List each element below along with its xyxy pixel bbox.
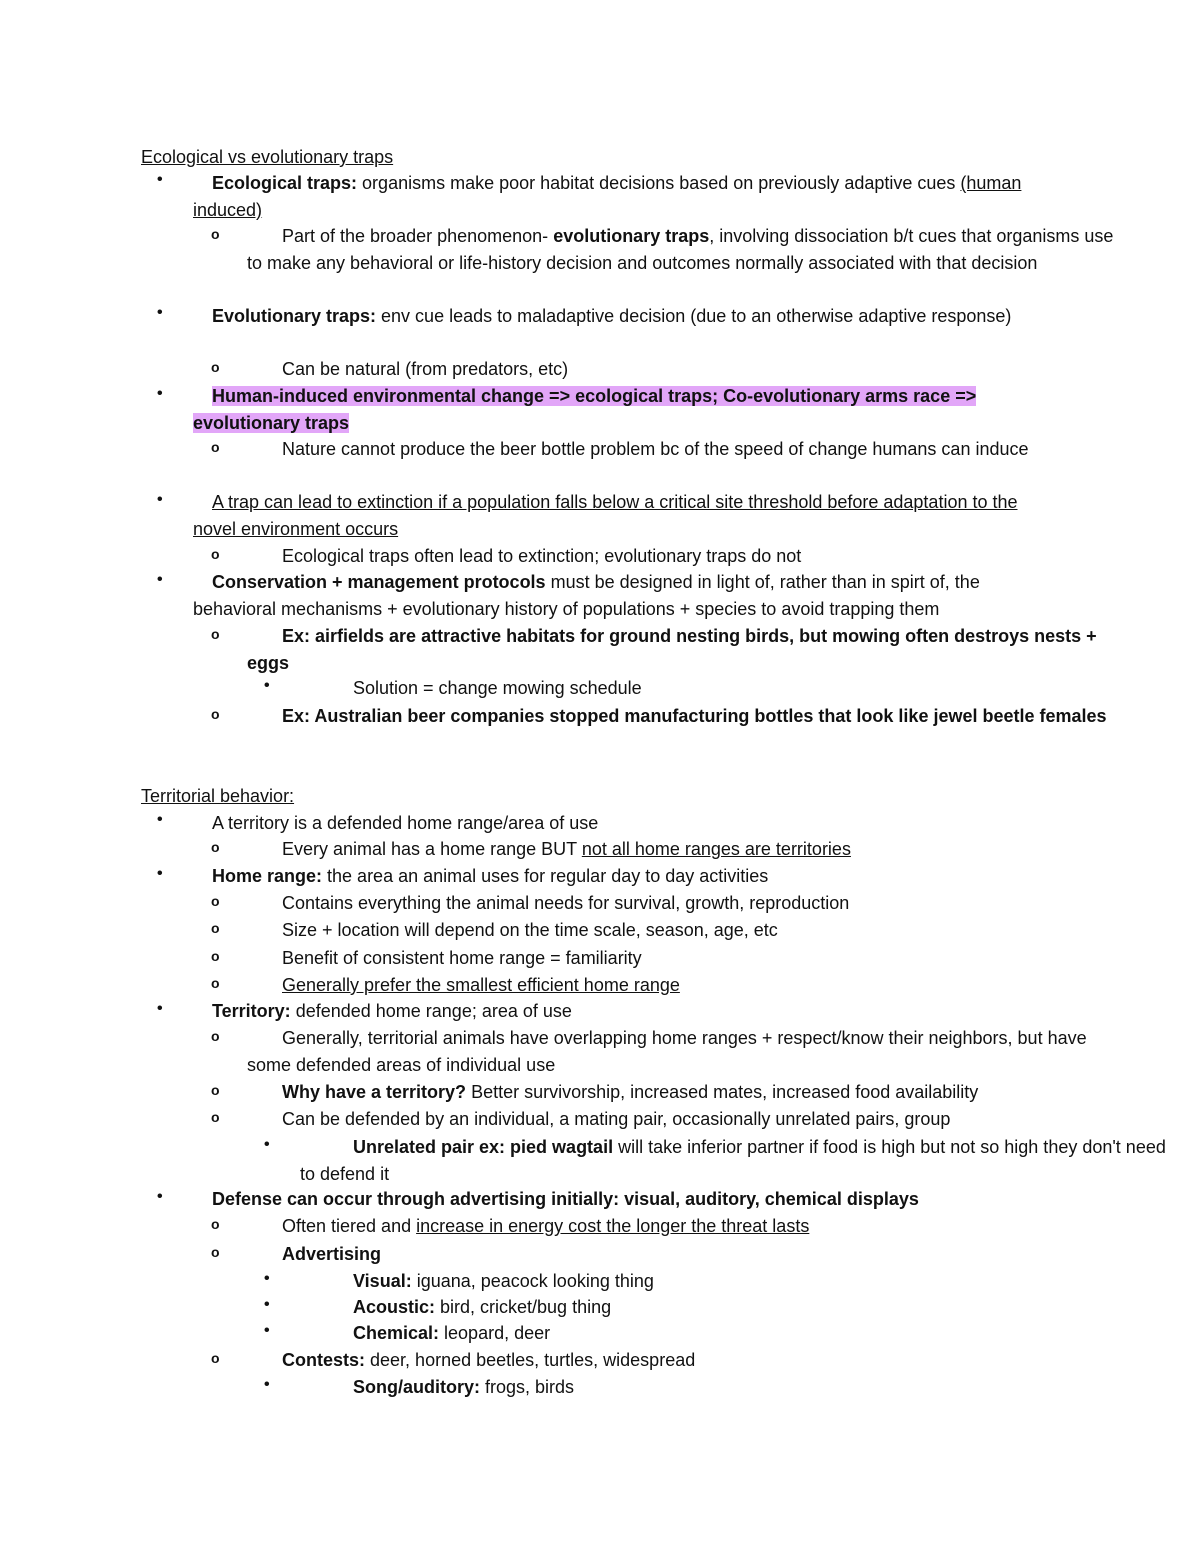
circle-marker: o	[211, 1244, 220, 1260]
circle-marker: o	[211, 1109, 220, 1125]
bullet-marker: •	[157, 385, 163, 402]
bullet-marker: •	[264, 1322, 270, 1339]
bullet-marker: •	[157, 491, 163, 508]
list-item: Territory: defended home range; area of use	[212, 1001, 572, 1021]
list-item: Chemical: leopard, deer	[353, 1323, 551, 1343]
bullet-marker: •	[264, 1136, 270, 1153]
highlight: Human-induced environmental change => ecological traps; Co-evolutionary arms race => evolutionary traps	[193, 386, 977, 433]
list-item: Defense can occur through advertising initially: visual, auditory, chemical displays	[212, 1189, 919, 1209]
list-item: Advertising	[282, 1244, 382, 1264]
circle-marker: o	[211, 839, 220, 855]
list-item: Nature cannot produce the beer bottle problem bc of the speed of change humans can induce	[282, 439, 1029, 459]
list-item: Evolutionary traps: env cue leads to maladaptive decision (due to an otherwise adaptive response)	[212, 306, 1012, 326]
list-item: Often tiered and increase in energy cost the longer the threat lasts	[282, 1216, 810, 1236]
list-item: Ex: Australian beer companies stopped manufacturing bottles that look like jewel beetle females	[282, 706, 1107, 726]
bullet-marker: •	[157, 865, 163, 882]
list-item: Visual: iguana, peacock looking thing	[353, 1271, 654, 1291]
list-item: Ecological traps: organisms make poor habitat decisions based on previously adaptive cues (human induced)	[193, 173, 1022, 220]
section-heading-ecological-traps: Ecological vs evolutionary traps	[141, 147, 394, 167]
list-item: Ecological traps often lead to extinction; evolutionary traps do not	[282, 546, 802, 566]
circle-marker: o	[211, 359, 220, 375]
circle-marker: o	[211, 1028, 220, 1044]
list-item: Benefit of consistent home range = familiarity	[282, 948, 642, 968]
list-item: Every animal has a home range BUT not all home ranges are territories	[282, 839, 851, 859]
list-item: A territory is a defended home range/area of use	[212, 813, 599, 833]
circle-marker: o	[211, 1216, 220, 1232]
circle-marker: o	[211, 1350, 220, 1366]
bullet-marker: •	[264, 1296, 270, 1313]
bullet-marker: •	[157, 571, 163, 588]
list-item: Why have a territory? Better survivorship, increased mates, increased food availability	[282, 1082, 979, 1102]
list-item: Song/auditory: frogs, birds	[353, 1377, 575, 1397]
circle-marker: o	[211, 626, 220, 642]
section-heading-territorial-behavior: Territorial behavior:	[141, 786, 295, 806]
list-item: Contests: deer, horned beetles, turtles, widespread	[282, 1350, 696, 1370]
bullet-marker: •	[264, 1270, 270, 1287]
list-item: Part of the broader phenomenon- evolutionary traps, involving dissociation b/t cues that organisms use to make any behavioral or life-history decision and outcomes normally associated with that decision	[247, 226, 1114, 273]
circle-marker: o	[211, 948, 220, 964]
circle-marker: o	[211, 975, 220, 991]
list-item: Ex: airfields are attractive habitats for ground nesting birds, but mowing often destroys nests + eggs	[247, 626, 1097, 673]
list-item: Solution = change mowing schedule	[353, 678, 642, 698]
list-item: Can be defended by an individual, a mating pair, occasionally unrelated pairs, group	[282, 1109, 951, 1129]
bullet-marker: •	[157, 171, 163, 188]
list-item: Acoustic: bird, cricket/bug thing	[353, 1297, 612, 1317]
list-item: Generally prefer the smallest efficient home range	[282, 975, 680, 995]
bullet-marker: •	[264, 1376, 270, 1393]
circle-marker: o	[211, 439, 220, 455]
circle-marker: o	[211, 893, 220, 909]
bullet-marker: •	[157, 304, 163, 321]
list-item: Contains everything the animal needs for survival, growth, reproduction	[282, 893, 850, 913]
bullet-marker: •	[264, 677, 270, 694]
list-item: Conservation + management protocols must be designed in light of, rather than in spirt of, the behavioral mechanisms + evolutionary history of populations + species to avoid trapping them	[193, 572, 980, 619]
highlighted-list-item	[193, 383, 1063, 436]
list-item: Home range: the area an animal uses for regular day to day activities	[212, 866, 769, 886]
list-item: Unrelated pair ex: pied wagtail will take inferior partner if food is high but not so high they don't need to defend it	[300, 1137, 1166, 1184]
bullet-marker: •	[157, 811, 163, 828]
circle-marker: o	[211, 920, 220, 936]
list-item: Size + location will depend on the time scale, season, age, etc	[282, 920, 778, 940]
list-item: Generally, territorial animals have overlapping home ranges + respect/know their neighbors, but have some defended areas of individual use	[247, 1028, 1087, 1075]
bullet-marker: •	[157, 1000, 163, 1017]
list-item: A trap can lead to extinction if a population falls below a critical site threshold before adaptation to the novel environment occurs	[193, 492, 1018, 539]
circle-marker: o	[211, 706, 220, 722]
list-item: Can be natural (from predators, etc)	[282, 359, 569, 379]
bullet-marker: •	[157, 1188, 163, 1205]
circle-marker: o	[211, 1082, 220, 1098]
circle-marker: o	[211, 226, 220, 242]
circle-marker: o	[211, 546, 220, 562]
